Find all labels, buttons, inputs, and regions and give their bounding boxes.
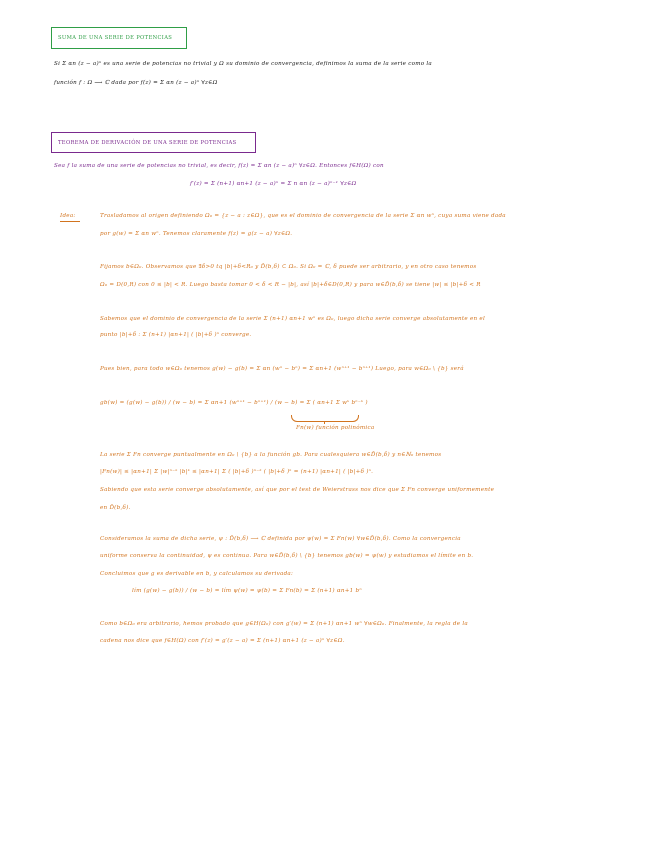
proof-label-underline — [60, 221, 80, 222]
proof-p4-line-1: Pues bien, para todo w∈Ω₀ tenemos g(w) − g(b) = Σ αn (wⁿ − bⁿ) = Σ αn+1 (wⁿ⁺¹ − bⁿ⁺¹) Luego, para w∈Ω₀ \ {b} será — [100, 366, 464, 372]
proof-p8-line-1: Como b∈Ω₀ era arbitrario, hemos probado que g∈H(Ω₀) con g′(w) = Σ (n+1) αn+1 wⁿ ∀w∈Ω₀. Finalmente, la regla de la — [100, 621, 468, 627]
proof-p6-line-4: en D̄(b,δ). — [100, 505, 131, 511]
proof-p8-line-2: cadena nos dice que f∈H(Ω) con f′(z) = g′(z − a) = Σ (n+1) αn+1 (z − a)ⁿ ∀z∈Ω. — [100, 638, 345, 644]
proof-p3-line-1: Sabemos que el dominio de convergencia de la serie Σ (n+1) αn+1 wⁿ es Ω₀, luego dicha serie converge absolutamente en el — [100, 316, 485, 322]
theorem-line-1: Sea f la suma de una serie de potencias no trivial, es decir, f(z) = Σ αn (z − a)ⁿ ∀z∈Ω. Entonces f∈H(Ω) con — [54, 163, 384, 169]
proof-p6-line-2: |Fn(w)| ≤ |αn+1| Σ |w|ⁿ⁻ᵏ |b|ᵏ ≤ |αn+1| Σ ( |b|+δ )ⁿ⁻ᵏ ( |b|+δ )ᵏ = (n+1) |αn+1| ( |b|+δ )ⁿ. — [100, 469, 374, 475]
proof-label: Idea: — [60, 213, 76, 219]
function-brace — [291, 415, 359, 422]
proof-p3-line-2: punto |b|+δ : Σ (n+1) |αn+1| ( |b|+δ )ⁿ converge. — [100, 332, 252, 338]
definition-line-2: función f : Ω ⟶ ℂ dada por f(z) = Σ αn (z − a)ⁿ ∀z∈Ω — [54, 80, 218, 86]
proof-p7-line-4: lím (g(w) − g(b)) / (w − b) = lím ψ(w) = ψ(b) = Σ Fn(b) = Σ (n+1) αn+1 bⁿ — [132, 588, 362, 594]
function-brace-tip — [324, 421, 325, 424]
theorem-title: TEOREMA DE DERIVACIÓN DE UNA SERIE DE POTENCIAS — [58, 139, 237, 146]
proof-p5-formula: gb(w) = (g(w) − g(b)) / (w − b) = Σ αn+1 (wⁿ⁺¹ − bⁿ⁺¹) / (w − b) = Σ ( αn+1 Σ wᵏ bⁿ⁻ᵏ ) — [100, 400, 368, 406]
definition-title-box — [51, 27, 187, 49]
proof-p7-line-3: Concluimos que g es derivable en b, y calculamos su derivada: — [100, 571, 294, 577]
proof-p6-line-1: La serie Σ Fn converge puntualmente en Ω₀ \ {b} a la función gb. Para cualesquiera w∈D̄(b,δ) y n∈ℕ₀ tenemos — [100, 452, 442, 458]
proof-p1-line-2: por g(w) = Σ αn wⁿ. Tenemos claramente f(z) = g(z − a) ∀z∈Ω. — [100, 231, 293, 237]
proof-p7-line-2: uniforme conserva la continuidad, ψ es continua. Para w∈D̄(b,δ) \ {b} tenemos gb(w) = ψ(w) y estudiamos el límite en b. — [100, 553, 474, 559]
proof-p2-line-1: Fijamos b∈Ω₀. Observamos que ∃δ>0 tq |b|+δ<R₀ y D̄(b,δ) ⊂ Ω₀. Si Ω₀ = ℂ, δ puede ser arbitrario, y en otro caso tenemos — [100, 264, 477, 270]
proof-p2-line-2: Ω₀ = D(0,R) con 0 ≤ |b| < R. Luego basta tomar 0 < δ < R − |b|, así |b|+δ∈D(0,R) y para w∈D̄(b,δ) se tiene |w| ≤ |b|+δ < R — [100, 282, 481, 288]
definition-title: SUMA DE UNA SERIE DE POTENCIAS — [58, 35, 173, 41]
brace-label: Fn(w) función polinómica — [296, 425, 375, 431]
proof-p6-line-3: Sabiendo que esta serie converge absolutamente, así que por el test de Weierstrass nos dice que Σ Fn converge uniformemente — [100, 487, 495, 493]
proof-p1-line-1: Trasladamos al origen definiendo Ω₀ = {z − a : z∈Ω}, que es el dominio de convergencia de la serie Σ αn wⁿ, cuya suma viene dada — [100, 213, 506, 219]
proof-p7-line-1: Consideramos la suma de dicha serie, ψ : D̄(b,δ) ⟶ ℂ definida por ψ(w) = Σ Fn(w) ∀w∈D̄(b,δ). Como la convergencia — [100, 536, 461, 542]
theorem-line-2: f′(z) = Σ (n+1) αn+1 (z − a)ⁿ = Σ n αn (z − a)ⁿ⁻¹ ∀z∈Ω — [190, 181, 357, 187]
definition-line-1: Si Σ αn (z − a)ⁿ es una serie de potencias no trivial y Ω su dominio de convergencia, definimos la suma de la serie como la — [54, 61, 433, 67]
theorem-title-box — [51, 132, 256, 153]
